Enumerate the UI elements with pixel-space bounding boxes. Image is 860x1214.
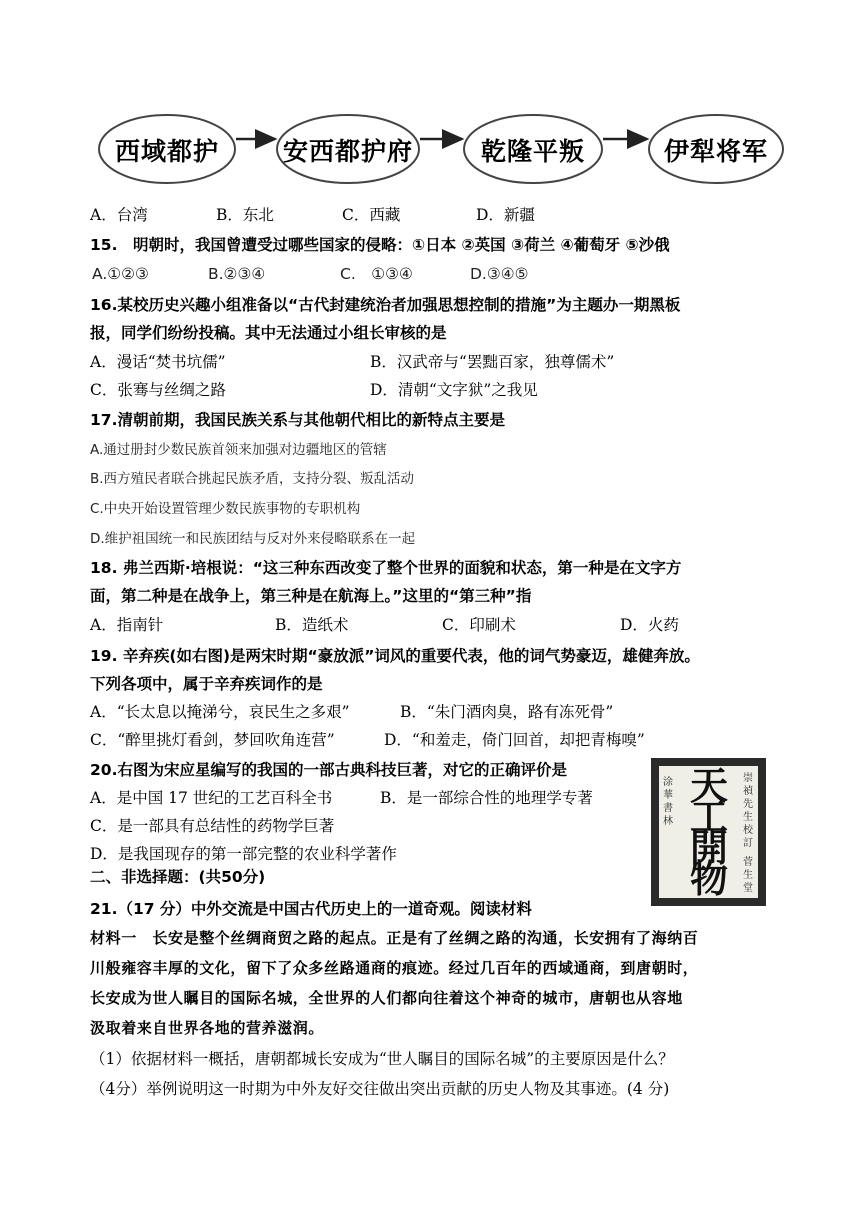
- q21-material-line4: 汲取着来自世界各地的营养滋润。: [90, 1019, 325, 1037]
- q16-option-c: C．张骞与丝绸之路: [90, 381, 226, 399]
- q15-option-a: A.①②③: [92, 265, 149, 283]
- q20-option-c: C．是一部具有总结性的药物学巨著: [90, 817, 335, 835]
- q16-option-b: B．汉武帝与“罢黜百家，独尊儒术”: [370, 353, 615, 371]
- q15-option-d: D.③④⑤: [470, 265, 529, 283]
- q21-stem: 21.（17 分）中外交流是中国古代历史上的一道奇观。阅读材料: [90, 900, 532, 918]
- tiangong-kaiwu-cover-image: [651, 758, 766, 906]
- q20-option-b: B．是一部综合性的地理学专著: [380, 789, 593, 807]
- q21-sub-question-1: （1）依据材料一概括，唐朝都城长安成为“世人瞩目的国际名城”的主要原因是什么？: [90, 1050, 674, 1068]
- q16-stem-line2: 报，同学们纷纷投稿。其中无法通过小组长审核的是: [90, 324, 447, 342]
- q17-option-c: C.中央开始设置管理少数民族事物的专职机构: [90, 501, 361, 517]
- q18-option-a: A．指南针: [90, 616, 164, 634]
- q19-option-a: A．“长太息以掩涕兮，哀民生之多艰”: [90, 703, 350, 721]
- q17-option-a: A.通过册封少数民族首领来加强对边疆地区的管辖: [90, 442, 387, 458]
- q20-option-a: A．是中国 17 世纪的工艺百科全书: [90, 789, 333, 807]
- q16-stem-line1: 16.某校历史兴趣小组准备以“古代封建统治者加强思想控制的措施”为主题办一期黑板: [90, 296, 681, 314]
- cover-right-text: 崇禎先生校訂: [743, 773, 753, 849]
- q17-stem: 17.清朝前期，我国民族关系与其他朝代相比的新特点主要是: [90, 411, 505, 429]
- q21-material-line3: 长安成为世人瞩目的国际名城，全世界的人们都向往着这个神奇的城市，唐朝也从容地: [90, 989, 683, 1007]
- q15-option-b: B.②③④: [208, 265, 266, 283]
- section-2-heading: 二、非选择题：(共50分): [90, 868, 266, 886]
- q18-option-d: D．火药: [620, 616, 679, 634]
- q17-option-d: D.维护祖国统一和民族团结与反对外来侵略联系在一起: [90, 531, 416, 547]
- q16-option-d: D．清朝“文字狱”之我见: [370, 381, 538, 399]
- q14-option-d: D．新疆: [476, 206, 535, 224]
- q18-option-c: C．印刷术: [442, 616, 516, 634]
- q18-stem-line2: 面，第二种是在战争上，第三种是在航海上。”这里的“第三种”指: [90, 587, 532, 605]
- q21-material-line2: 川般雍容丰厚的文化，留下了众多丝路通商的痕迹。经过几百年的西域通商，到唐朝时，: [90, 959, 699, 977]
- q19-option-d: D．“和羞走，倚门回首，却把青梅嗅”: [384, 731, 645, 749]
- cover-bottom-text: 菅生堂: [743, 857, 753, 894]
- q19-stem-line1: 19. 辛弃疾(如右图)是两宋时期“豪放派”词风的重要代表，他的词气势豪迈，雄健奔放。: [90, 647, 700, 665]
- q14-option-c: C．西藏: [342, 206, 401, 224]
- cover-left-text: 涂華書林: [663, 777, 673, 827]
- cover-title: 天工開物: [689, 763, 728, 901]
- q20-option-d: D．是我国现存的第一部完整的农业科学著作: [90, 845, 397, 863]
- q15-option-c: C. ①③④: [340, 265, 413, 283]
- q17-option-b: B.西方殖民者联合挑起民族矛盾，支持分裂、叛乱活动: [90, 471, 415, 487]
- q18-option-b: B．造纸术: [275, 616, 349, 634]
- q14-option-a: A．台湾: [90, 206, 148, 224]
- q18-stem-line1: 18. 弗兰西斯·培根说：“这三种东西改变了整个世界的面貌和状态，第一种是在文字方: [90, 559, 682, 577]
- q19-option-c: C．“醉里挑灯看剑，梦回吹角连营”: [90, 731, 335, 749]
- flow-node-4: 伊犁将军: [663, 137, 768, 166]
- cover-paper: [659, 763, 758, 901]
- flow-node-1: 西域都护: [114, 137, 219, 166]
- q15-stem: 15. 明朝时，我国曾遭受过哪些国家的侵略：①日本 ②英国 ③荷兰 ④葡萄牙 ⑤沙俄: [90, 236, 670, 254]
- flow-diagram: [97, 112, 785, 186]
- flow-node-3: 乾隆平叛: [480, 137, 585, 166]
- q19-stem-line2: 下列各项中，属于辛弃疾词作的是: [90, 675, 323, 693]
- q20-stem: 20.右图为宋应星编写的我国的一部古典科技巨著，对它的正确评价是: [90, 761, 567, 779]
- q16-option-a: A．漫话“焚书坑儒”: [90, 353, 226, 371]
- flow-node-2: 安西都护府: [282, 137, 413, 166]
- q21-material-line1: 材料一 长安是整个丝绸商贸之路的起点。正是有了丝绸之路的沟通，长安拥有了海纳百: [90, 929, 699, 947]
- q21-sub-question-2: （4分）举例说明这一时期为中外友好交往做出突出贡献的历史人物及其事迹。(4 分): [90, 1080, 670, 1098]
- q19-option-b: B．“朱门酒肉臭，路有冻死骨”: [400, 703, 614, 721]
- q14-option-b: B．东北: [216, 206, 274, 224]
